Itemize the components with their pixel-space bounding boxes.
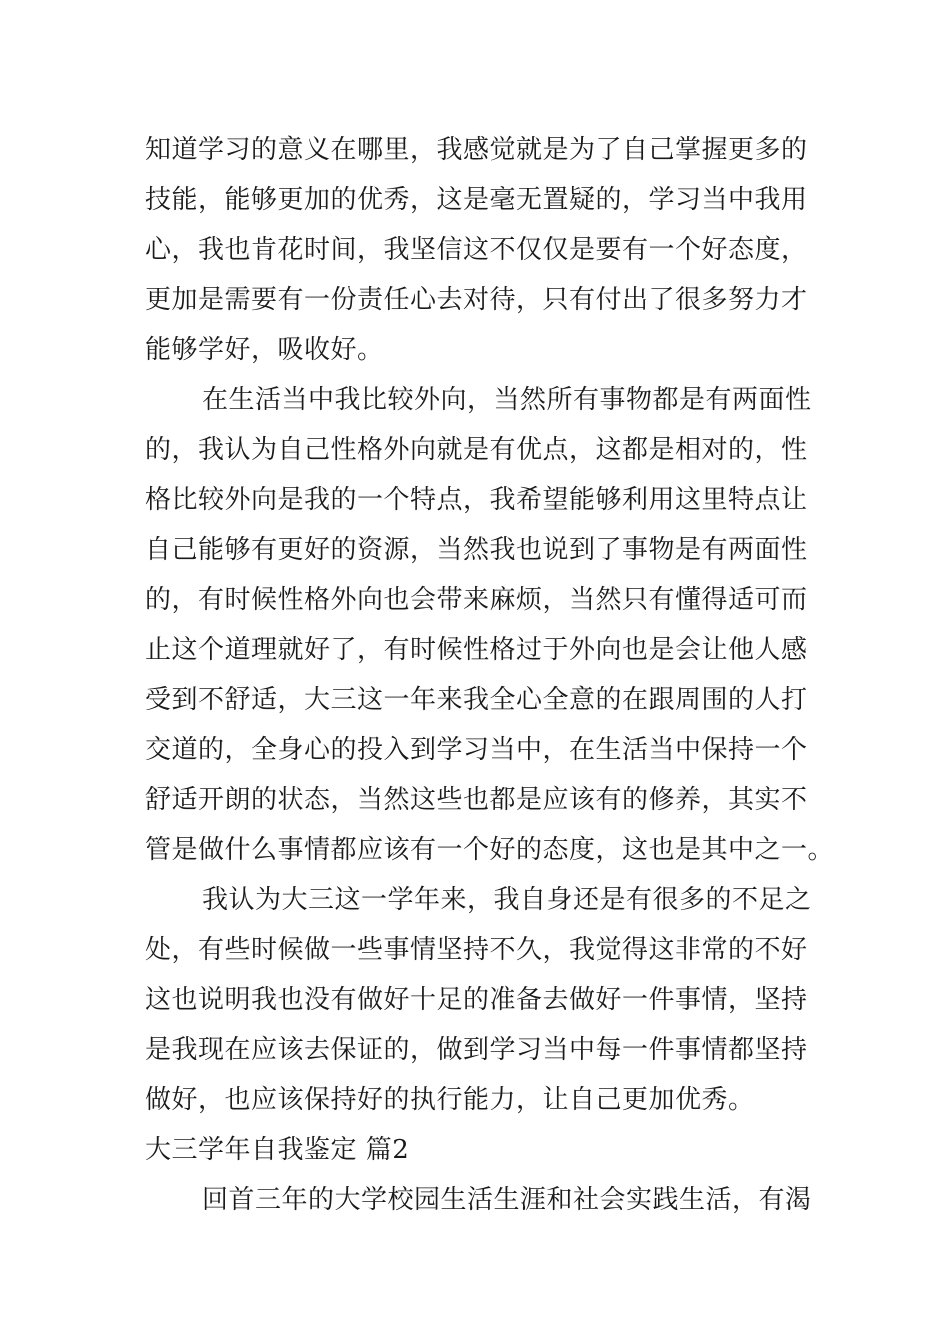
paragraph-line: 我认为大三这一学年来，我自身还是有很多的不足之 [202,885,812,915]
paragraph-line: 做好，也应该保持好的执行能力，让自己更加优秀。 [145,1085,755,1115]
paragraph-line: 格比较外向是我的一个特点，我希望能够利用这里特点让 [145,485,808,515]
paragraph-line: 在生活当中我比较外向，当然所有事物都是有两面性 [202,385,812,415]
paragraph-line: 止这个道理就好了，有时候性格过于外向也是会让他人感 [145,635,808,665]
paragraph-line: 处，有些时候做一些事情坚持不久，我觉得这非常的不好 [145,935,808,965]
paragraph-line: 舒适开朗的状态，当然这些也都是应该有的修养，其实不 [145,785,808,815]
paragraph-line: 交道的，全身心的投入到学习当中，在生活当中保持一个 [145,735,808,765]
paragraph-line: 更加是需要有一份责任心去对待，只有付出了很多努力才 [145,285,808,315]
paragraph-line: 自己能够有更好的资源，当然我也说到了事物是有两面性 [145,535,808,565]
paragraph-line: 知道学习的意义在哪里，我感觉就是为了自己掌握更多的 [145,135,808,165]
paragraph-line: 受到不舒适，大三这一年来我全心全意的在跟周围的人打 [145,685,808,715]
paragraph-line: 的，有时候性格外向也会带来麻烦，当然只有懂得适可而 [145,585,808,615]
paragraph-line: 的，我认为自己性格外向就是有优点，这都是相对的，性 [145,435,808,465]
paragraph-line: 技能，能够更加的优秀，这是毫无置疑的，学习当中我用 [145,185,808,215]
paragraph-line: 心，我也肯花时间，我坚信这不仅仅是要有一个好态度， [145,235,808,265]
paragraph-line: 这也说明我也没有做好十足的准备去做好一件事情，坚持 [145,985,808,1015]
section-heading: 大三学年自我鉴定 篇2 [145,1135,410,1165]
paragraph-line: 管是做什么事情都应该有一个好的态度，这也是其中之一。 [145,835,835,865]
paragraph-line: 是我现在应该去保证的，做到学习当中每一件事情都坚持 [145,1035,808,1065]
paragraph-line: 回首三年的大学校园生活生涯和社会实践生活，有渴 [202,1185,812,1215]
paragraph-line: 能够学好，吸收好。 [145,335,384,365]
